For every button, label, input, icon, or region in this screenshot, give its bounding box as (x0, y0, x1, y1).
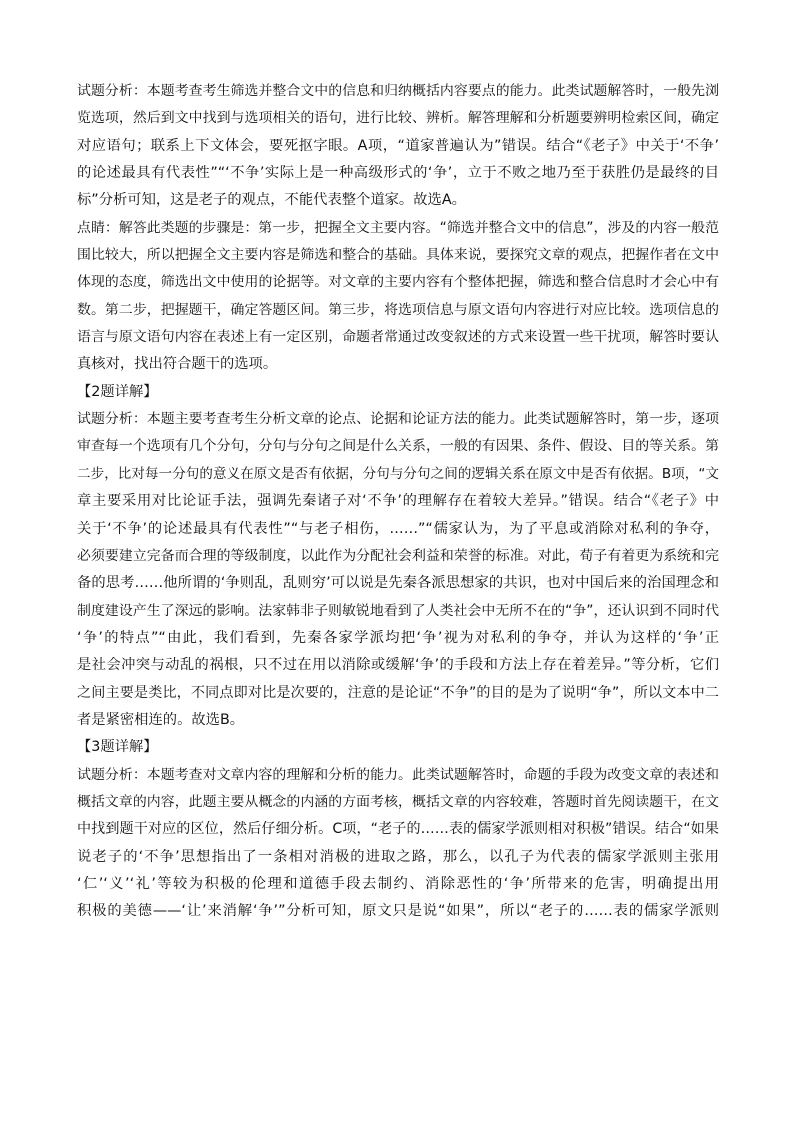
text-line: 是社会冲突与动乱的祸根，只不过在用以消除或缓解‘争’的手段和方法上存在着差异。”等分析，它们 (77, 657, 719, 674)
text-line: 制度建设产生了深远的影响。法家韩非子则敏锐地看到了人类社会中无所不在的“争”，还认识到不同时代 (77, 602, 719, 619)
text-line: 真核对，找出符合题干的选项。 (77, 356, 278, 373)
text-line: 二步，比对每一分句的意义在原文是否有依据，分句与分句之间的逻辑关系在原文中是否有依据。B项，“文 (77, 465, 719, 482)
section-heading: 【2题详解】 (77, 383, 158, 400)
document-page (77, 78, 719, 926)
text-line: 围比较大，所以把握全文主要内容是筛选和整合的基础。具体来说，要探究文章的观点，把握作者在文中 (77, 247, 719, 264)
text-line: 审查每一个选项有几个分句，分句与分句之间是什么关系，一般的有因果、条件、假设、目的等关系。第 (77, 438, 719, 455)
text-line: 之间主要是类比，不同点即对比是次要的，注意的是论证“不争”的目的是为了说明“争”，所以文本中二 (77, 684, 719, 701)
text-line: ‘仁’‘义’‘礼’等较为积极的伦理和道德手段去制约、消除恶性的‘争’所带来的危害，明确提出用 (77, 875, 719, 892)
text-line: 者是紧密相连的。故选B。 (77, 711, 245, 728)
text-line: 备的思考……他所谓的‘争则乱，乱则穷’可以说是先秦各派思想家的共识，也对中国后来的治国理念和 (77, 575, 719, 592)
text-line: 标”分析可知，这是老子的观点，不能代表整个道家。故选A。 (77, 192, 466, 209)
text-line: ‘争’的特点”“由此，我们看到，先秦各家学派均把‘争’视为对私利的争夺，并认为这样的‘争’正 (77, 629, 719, 646)
text-line: 体现的态度，筛选出文中使用的论据等。对文章的主要内容有个整体把握，筛选和整合信息时才会心中有 (77, 274, 719, 291)
text-line: 语言与原文语句内容在表述上有一定区别，命题者常通过改变叙述的方式来设置一些干扰项，解答时要认 (77, 329, 719, 346)
text-line: 必须要建立完备而合理的等级制度，以此作为分配社会利益和荣誉的标准。对此，荀子有着更为系统和完 (77, 547, 719, 564)
text-line: 概括文章的内容，此题主要从概念的内涵的方面考核，概括文章的内容较难，答题时首先阅读题干，在文 (77, 793, 719, 810)
text-line: 关于‘不争’的论述最具有代表性”“与老子相伤，……”“儒家认为，为了平息或消除对私利的争夺， (77, 520, 719, 537)
text-line: 中找到题干对应的区位，然后仔细分析。C项，“老子的……表的儒家学派则相对积极”错误。结合“如果 (77, 821, 719, 838)
text-line: 数。第二步，把握题干，确定答题区间。第三步，将选项信息与原文语句内容进行对应比较。选项信息的 (77, 301, 719, 318)
text-line: 试题分析：本题考查对文章内容的理解和分析的能力。此类试题解答时，命题的手段为改变文章的表述和 (77, 766, 719, 783)
text-line: 试题分析：本题主要考查考生分析文章的论点、论据和论证方法的能力。此类试题解答时，第一步，逐项 (77, 411, 719, 428)
text-line: 积极的美德——‘让’来消解‘争’”分析可知，原文只是说“如果”，所以“老子的……表的儒家学派则 (77, 903, 719, 920)
text-line: 点睛：解答此类题的步骤是：第一步，把握全文主要内容。“筛选并整合文中的信息”，涉及的内容一般范 (77, 219, 719, 236)
text-line: 览选项，然后到文中找到与选项相关的语句，进行比较、辨析。解答理解和分析题要辨明检索区间，确定 (77, 110, 719, 127)
text-line: 对应语句；联系上下文体会，要死抠字眼。A项，“道家普遍认为”错误。结合“《老子》中关于‘不争’ (77, 137, 719, 154)
text-line: 试题分析：本题考查考生筛选并整合文中的信息和归纳概括内容要点的能力。此类试题解答时，一般先浏 (77, 83, 719, 99)
text-line: 章主要采用对比论证手法，强调先秦诸子对‘不争’的理解存在着较大差异。”错误。结合“《老子》中 (77, 493, 719, 510)
text-line: 说老子的‘不争’思想指出了一条相对消极的进取之路，那么，以孔子为代表的儒家学派则主张用 (77, 848, 719, 865)
section-heading: 【3题详解】 (77, 739, 158, 756)
text-line: 的论述最具有代表性”“‘不争’实际上是一种高级形式的‘争’，立于不败之地乃至于获胜仍是最终的目 (77, 165, 719, 182)
